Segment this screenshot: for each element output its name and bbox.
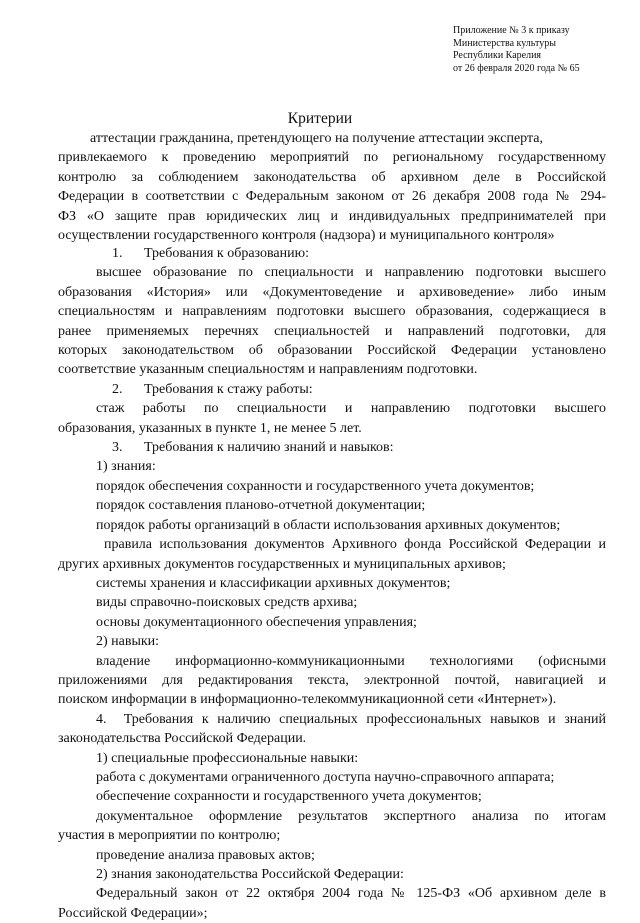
list-item: виды справочно-поисковых средств архива; — [96, 595, 358, 611]
annex-line: от 26 февраля 2020 года № 65 — [453, 62, 580, 74]
subtitle-line: аттестации гражданина, претендующего на получение аттестации эксперта, — [90, 131, 543, 146]
annex-reference — [453, 25, 633, 75]
paragraph-line: ранее применяемых перечнях специальностей и направлений подготовки, для — [58, 323, 606, 339]
list-item: приложениями для редактирования текста, электронной почтой, навигацией и — [58, 672, 606, 688]
subtitle-line: привлекаемого к проведению мероприятий по региональному государственному — [58, 150, 606, 166]
section-number: 4. — [96, 711, 107, 727]
subsection-label: 2) знания законодательства Российской Федерации: — [96, 867, 404, 882]
section-heading — [86, 710, 606, 729]
list-item: основы документационного обеспечения управления; — [96, 614, 417, 630]
list-item: других архивных документов государственных и муниципальных архивов; — [58, 556, 506, 572]
paragraph-line: образования, указанных в пункте 1, не менее 5 лет. — [58, 420, 362, 436]
subtitle-line: контролю за соблюдением законодательства об архивном деле в Российской — [58, 169, 606, 185]
section-title: Требования к наличию специальных профессиональных навыков и знаний — [123, 711, 606, 727]
list-item: проведение анализа правовых актов; — [96, 847, 315, 863]
subtitle-line: ФЗ «О защите прав юридических лиц и индивидуальных предпринимателей при — [58, 208, 606, 224]
list-item: работа с документами ограниченного доступа научно-справочного аппарата; — [96, 769, 555, 785]
section-heading — [86, 380, 606, 399]
list-item: Федеральный закон от 22 октября 2004 года № 125-ФЗ «Об архивном деле в — [96, 886, 606, 902]
document-subtitle — [58, 129, 606, 245]
list-item: порядок работы организаций в области использования архивных документов; — [96, 517, 561, 533]
subtitle-line: Федерации в соответствии с Федеральным законом от 26 декабря 2008 года № 294- — [58, 189, 606, 205]
list-item: порядок составления планово-отчетной документации; — [96, 498, 426, 514]
section-title: Требования к наличию знаний и навыков: — [144, 440, 394, 456]
list-item: владение информационно-коммуникационными технологиями (офисными — [96, 653, 606, 669]
list-item: обеспечение сохранности и государственного учета документов; — [96, 789, 482, 805]
section-title-cont: законодательства Российской Федерации. — [58, 731, 307, 747]
paragraph-line: высшее образование по специальности и направлению подготовки высшего — [96, 265, 606, 281]
section-number: 3. — [112, 440, 123, 456]
annex-line: Министерства культуры — [453, 37, 556, 49]
annex-line: Приложение № 3 к приказу — [453, 25, 570, 36]
section-title: Требования к стажу работы: — [144, 381, 313, 397]
document-title: Критерии — [287, 110, 353, 127]
subsection-label: 1) специальные профессиональные навыки: — [96, 750, 359, 766]
paragraph-line: стаж работы по специальности и направлению подготовки высшего — [96, 401, 606, 417]
section-heading — [86, 244, 606, 263]
document-body — [58, 244, 606, 923]
list-item: системы хранения и классификации архивных документов; — [96, 575, 451, 591]
list-item: документальное оформление результатов экспертного анализа по итогам — [96, 808, 606, 824]
paragraph-line: образования «История» или «Документоведение и архивоведение» либо иным — [58, 284, 606, 300]
list-item: поиском информации в информационно-телекоммуникационной сети «Интернет»). — [58, 692, 557, 708]
subtitle-line: осуществлении государственного контроля (надзора) и муниципального контроля» — [58, 228, 555, 244]
list-item: порядок обеспечения сохранности и государственного учета документов; — [96, 478, 535, 494]
subsection-label: 2) навыки: — [96, 634, 160, 650]
paragraph-line: которых законодательством об образовании Российской Федерации установлено — [58, 343, 606, 359]
section-heading — [86, 438, 606, 457]
paragraph-line: специальностям и направлениям подготовки высшего образования, содержащиеся в — [58, 304, 606, 320]
list-item: Российской Федерации»; — [58, 905, 208, 921]
paragraph-line: соответствие указанным специальностям и направлениям подготовки. — [58, 362, 478, 378]
section-number: 1. — [112, 246, 123, 261]
list-item: участия в мероприятии по контролю; — [58, 828, 281, 844]
list-item: правила использования документов Архивного фонда Российской Федерации и — [104, 537, 606, 553]
section-title: Требования к образованию: — [144, 246, 309, 261]
annex-line: Республики Карелия — [453, 50, 542, 62]
subsection-label: 1) знания: — [96, 459, 156, 475]
section-number: 2. — [112, 381, 123, 397]
